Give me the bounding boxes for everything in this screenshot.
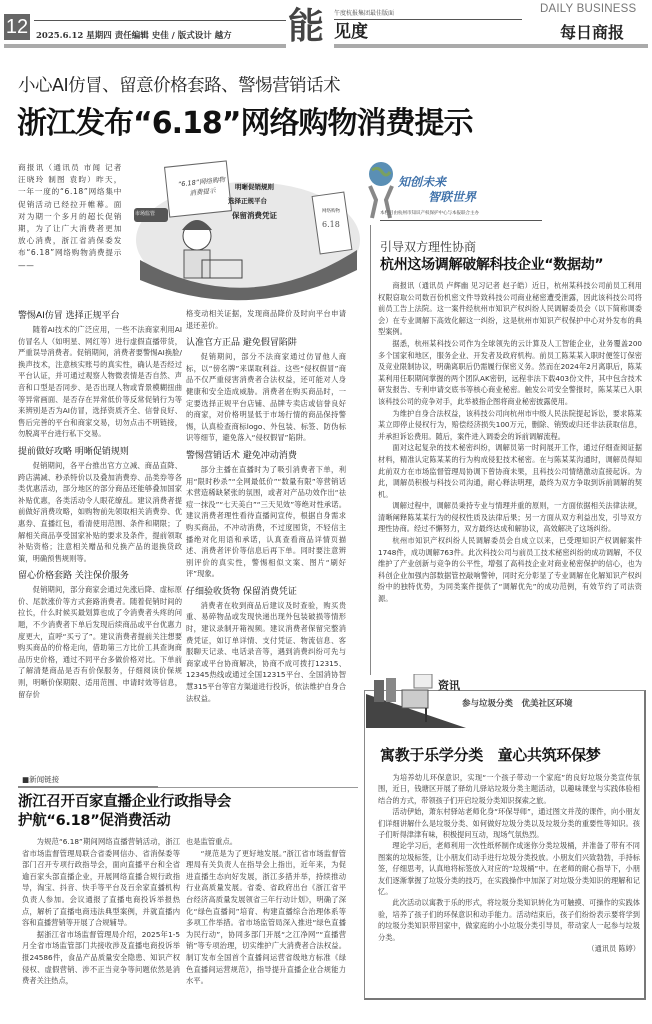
section-heading: 留心价格套路 关注保价服务 bbox=[18, 571, 129, 582]
section-paragraph: 促销期间，部分商家会通过先涨后降、虚标原价、尾款涨价等方式套路消费者。随着促销时间的拉长，什么时候买最划算也成了令消费者头疼的问题，不少消费者下单后发现后续商品或平台优惠力度更大，直呼“买亏了”。建议消费者提前关注想要购买商品的价格走向，借助第三方比价工具查询商品历史价格，通过不同平台多做价格对比。下单前了解清楚商品是否有价保服务，仔细阅读价保规则，明晰价保期限、适用范围、申请时效等信息，留存价 bbox=[18, 585, 182, 699]
right-article-body bbox=[378, 280, 642, 670]
continued-paragraph: 格变动相关证据，发现商品降价及时向平台申请退还差价。 bbox=[186, 309, 346, 330]
main-headline: 浙江发布“6.18”网络购物消费提示 bbox=[17, 106, 473, 141]
header-bar-left bbox=[4, 44, 286, 48]
info-paragraph: 为培养幼儿环保意识，实现“一个孩子带动一个家庭”的良好垃圾分类宣传氛围，近日，钱塘区开展了驿幼儿驿站垃圾分类主题活动，以趣味课堂与实践体验相结合的方式，带领孩子们开启垃圾分类知识探索之旅。 bbox=[378, 773, 640, 805]
right-paragraph: 据悉，杭州某科技公司作为全球领先的云计算及人工智能企业，业务覆盖200多个国家和地区，服务企业、开发者及政府机构。前员工陈某某入职时便签订保密及竞业限制协议，明确离职后仍需履行保密义务。然而在2024年2月离职后，陈某某利用任职期间掌握的两个团队AK密钥，远程非法下载403份文件，其中包含技术研发报告、专利申请交底书等核心商业秘密。触发公司安全警报时，陈某某已入职该科技公司的竞争对手，此举被指企图将商业秘密披露使用。 bbox=[378, 338, 642, 406]
illustration-card-label: 网络购物 bbox=[322, 209, 340, 214]
header-rule bbox=[34, 20, 286, 21]
right-headline: 杭州这场调解破解科技企业“数据劫” bbox=[380, 257, 604, 273]
news-link-column-2 bbox=[186, 836, 346, 1022]
section-heading: 警惕AI仿冒 选择正规平台 bbox=[18, 311, 120, 321]
news-link-rule bbox=[18, 786, 158, 788]
illustration-sign: “6.18”网络购物消费提示 bbox=[177, 175, 226, 198]
news-continued: 也是监管重点。 bbox=[186, 837, 238, 846]
right-subhead: 引导双方理性协商 bbox=[380, 240, 477, 254]
main-column-1 bbox=[18, 310, 182, 768]
news-link-rule-thin bbox=[158, 787, 358, 788]
illustration-item: 选择正规平台 bbox=[228, 197, 267, 205]
news-link-label: ■新闻链接 bbox=[22, 775, 60, 784]
main-column-2 bbox=[186, 308, 346, 768]
banner-title-1: 知创未来 bbox=[398, 175, 447, 189]
dateline: 2025.6.12 星期四 责任编辑 史佳 / 版式设计 越方 bbox=[36, 31, 232, 41]
section-heading: 认准官方正品 避免假冒陷阱 bbox=[186, 338, 297, 349]
info-subhead: 参与垃圾分类 优美社区环境 bbox=[462, 699, 573, 709]
illustration-card-value: 6.18 bbox=[322, 220, 340, 229]
news-link-column-1 bbox=[22, 836, 180, 1022]
section-paragraph: 促销期间，各平台推出官方立减、商品直降、跨店满减、秒杀特价以及叠加消费券、品类券等各类优惠活动，部分地区的部分商品还能够叠加国家补贴优惠，各类活动令人眼花缭乱。建议消费者提前做好消费攻略，如购物前先领取相关消费券、优惠券、直播红包，看清使用范围、条件和期限；了解相关商品享受国家补贴的要求及条件，提前领取补贴资格；注意相关赠品和兑换产品的退换货政策，明确预售规则等。 bbox=[18, 460, 182, 563]
info-byline: （通讯员 陈婷） bbox=[587, 944, 640, 954]
main-lead: 商报讯（通讯员 市闻 记者 汪晓玲 制图 袁昀）昨天，一年一度的“6.18”网络集中促销活动已经拉开帷幕。面对为期一个多月的超长促销期，为了让广大消费者更加放心消费，浙江省消保委发布“6.18”网络购物消费提示—— bbox=[18, 163, 122, 270]
shopping-illustration bbox=[132, 150, 364, 302]
right-paragraph: 为维护自身合法权益，该科技公司向杭州市中级人民法院提起诉讼，要求陈某某立即停止侵权行为，赔偿经济损失100万元，删除、销毁或归还非法获取信息，并承担诉讼费用。随后，案件进入调委会的诉前调解流程。 bbox=[378, 408, 642, 441]
header-bar-right bbox=[334, 44, 648, 48]
info-headline: 寓教于乐学分类 童心共筑环保梦 bbox=[380, 746, 601, 764]
banner-title-2: 智联世界 bbox=[428, 190, 477, 204]
right-paragraph: 面对这起复杂的技术秘密纠纷，调解员第一时间展开工作，通过仔细查阅证据材料，精准认定陈某某的行为构成侵犯技术秘密。在与陈某某沟通时，调解员得知此前双方在市场监督管理局协调下曾协商未果，且科技公司情绪激动直接起诉。为此，调解员积极与科技公司沟通，耐心释法明理，最终为双方争取到诉前调解的契机。 bbox=[378, 443, 642, 499]
brand-cn: 每日商报 bbox=[560, 23, 625, 42]
news-link-title-2: 护航“6.18”促消费活动 bbox=[18, 813, 171, 829]
illustration-item: 明晰促销规则 bbox=[235, 183, 274, 191]
right-paragraph: 调解过程中，调解员秉持专业与情理并重的原则，一方面依据相关法律法规，清晰阐释陈某某行为的侵权性质及法律后果；另一方面从双方利益出发，引导双方理性协商。经过不懈努力，双方最终达成和解协议，高效解决了这场纠纷。 bbox=[378, 501, 642, 534]
illustration-item: 保留消费凭证 bbox=[232, 211, 277, 220]
banner-sub: 本栏目由杭州市知识产权保护中心与本报联合主办 bbox=[380, 211, 479, 216]
right-paragraph: 商报讯（通讯员 卢辉幽 见习记者 赵子皓）近日，杭州某科技公司前员工利用权限窃取公司数百份机密文件导致科技公司商业秘密遭受泄露，因此该科技公司将前员工告上法院。这一案件经杭州市知识产权纠纷人民调解委员会（以下简称调委会）在专业调解下高效化解这一纠纷，这是杭州市知识产权保护中心对外发布的典型案例。 bbox=[378, 281, 642, 337]
section-name: 见度 bbox=[334, 22, 368, 42]
section-heading: 警惕营销话术 避免冲动消费 bbox=[186, 450, 297, 461]
header-rule-right bbox=[334, 19, 522, 20]
section-paragraph: 部分主播在直播时为了吸引消费者下单，利用“限时秒杀”“全网最低价”“数量有限”等营销话术营造稀缺紧张的氛围，或者对产品功效作出“祛痘一抹没”“七天美白”“三天见效”等绝对性承诺。建议消费者理性看待直播间宣传，根据自身需求购买商品，不冲动消费，不过度囤货，不轻信主播绝对化用语和承诺，认真查看商品详情页描述、消费者评价等信息后再下单。同时要注意辨别评价的真实性，警惕相似文案、图片“刷好评”现象。 bbox=[186, 464, 346, 579]
info-paragraph: 此次活动以寓教于乐的形式，将垃圾分类知识转化为可触摸、可操作的实践体验，培养了孩子们的环保意识和动手能力。活动结束后，孩子们纷纷表示要将学到的垃圾分类知识带回家中，做家庭的小小垃圾分类引导员，带动家人一起参与垃圾分类。 bbox=[378, 898, 640, 942]
info-paragraph: 理论学习后，老师利用一次性纸杯制作成迷你分类垃圾桶，并准备了带有不同图案的垃圾标签，让小朋友们动手进行垃圾分类投放。小朋友们兴致勃勃，手持标签，仔细思考，认真地将标签放入对应的“垃圾桶”中。在老师的耐心指导下，小朋友们逐渐掌握了垃圾分类的技巧，在实践操作中加深了对垃圾分类知识的理解和记忆。 bbox=[378, 841, 640, 897]
section-char: 能 bbox=[288, 5, 325, 47]
info-label: 资讯 bbox=[438, 679, 460, 692]
right-paragraph: 杭州市知识产权纠纷人民调解委员会自成立以来，已受理知识产权调解案件1748件，成功调解763件。此次科技公司与前员工技术秘密纠纷的成功调解，不仅维护了产业创新与竞争的公平性，增强了高科技企业对商业秘密保护的信心，也为科创企业加强内部数据管控敲响警钟，同时充分彰显了专业调解在化解知识产权纠纷中的独特优势，为同类案件提供了“调解优先”的成功范例，有效节约了司法资源。 bbox=[378, 536, 642, 604]
news-paragraph: 为规范“6.18”期间网络直播营销活动，浙江省市场监督管理局联合省委网信办、省消保委等部门召开专项行政指导会，面向直播平台和全省逾百家头部直播企业，开展网络直播合规行政指导，淘宝、抖音、快手等平台及百余家直播机构负责人参加。会议通报了直播电商投诉举报热点，解析了直播电商违法典型案例，并就直播内容和直播营销等开展了合规辅导。 bbox=[22, 837, 180, 928]
info-body bbox=[378, 772, 640, 996]
news-link-title-1: 浙江召开百家直播企业行政指导会 bbox=[18, 794, 231, 810]
brand-en: DAILY BUSINESS bbox=[540, 3, 637, 15]
page-number: 12 bbox=[5, 16, 29, 38]
illustration-hand-label: 市场监管 bbox=[135, 211, 156, 217]
section-paragraph: 随着AI技术的广泛应用，一些不法商家利用AI仿冒名人（如明星、网红等）进行虚假直播带货，严重误导消费者。促销期间，消费者要警惕AI换脸/换声技术，注意核实账号的真实性，确认是否经过平台认证，并可通过观察人物微表情是否自然、声音和口型是否同步、是否出现人物或背景模糊扭曲等异常画面、是否存在异常低价等反常促销行为等来辨别是否为AI仿冒，选择资质齐全、信誉良好、售后完善的平台和商家交易，切勿点击不明链接，勿脱离平台进行私下交易。 bbox=[18, 325, 182, 439]
group-line: 午度杭报集团最佳版面 bbox=[334, 10, 395, 17]
banner-rule bbox=[380, 220, 542, 221]
main-subhead: 小心AI仿冒、留意价格套路、警惕营销话术 bbox=[18, 76, 341, 96]
news-paragraph: 据浙江省市场监督管理局介绍，2025年1-5月全省市场监管部门共接收涉及直播电商投诉举报24586件，食品产品质量安全隐患、知识产权侵权、虚假营销、涉不正当竞争等问题依然是消费者关注热点， bbox=[22, 929, 180, 986]
section-heading: 提前做好攻略 明晰促销规则 bbox=[18, 446, 129, 457]
section-paragraph: 促销期间，部分不法商家通过仿冒他人商标，以“傍名牌”来谋取利益。这些“侵权假冒”商品不仅严重侵害消费者合法权益，还可能对人身健康和安全造成威胁。消费者在购买商品时，一定要选择正规平台店铺、品牌专卖店或信誉良好的商家，对价格明显低于市场行情的商品保持警惕，认真检查商标logo、外包装、标签、防伪标识等细节，避免落入“侵权假冒”陷阱。 bbox=[186, 352, 346, 443]
section-heading: 仔细验收货物 保留消费凭证 bbox=[186, 586, 297, 597]
info-paragraph: 活动伊始，萧东村驿站老师化身“环保导师”，通过图文并茂的课件，向小朋友们详细讲解什么是垃圾分类、如何做好垃圾分类以及垃圾分类的重要性等知识。孩子们听得津津有味，积极提问互动，现场气氛热烈。 bbox=[378, 807, 640, 840]
news-paragraph: “规范是为了更好地发展。”浙江省市场监督管理局有关负责人在指导会上指出，近年来，为促进直播生态向好发展，浙江多措并举，持续推动行业高质量发展。省委、省政府出台《浙江省平台经济高质量发展领省三年行动计划》，明确了深化“绿色直播间”培育、构建直播综合治理体系等多项工作举措。省市场监管局深入推进“绿色直播为民行动”，协同多部门开展“之江净网”“直播营销”等专项治理，切实维护广大消费者合法权益。制订发布全国首个直播间运营省级地方标准《绿色直播间运营规范》，指导提升直播企业合规能力水平。 bbox=[186, 848, 346, 986]
section-paragraph: 消费者在收到商品后建议及时查验，购买贵重、易碎物品或发现快递出现外包装破损等情形时，建议录制开箱视频。建议消费者保留完整消费凭证，如订单详情、支付凭证、物流信息、客服聊天记录、电话录音等，遇到消费纠纷可先与商家或平台协商解决，协商不成可拨打12315、12345热线或通过全国12315平台、全国消协智慧315平台等官方渠道进行投诉，依法维护自身合法权益。 bbox=[186, 600, 346, 703]
column-divider bbox=[370, 225, 371, 675]
